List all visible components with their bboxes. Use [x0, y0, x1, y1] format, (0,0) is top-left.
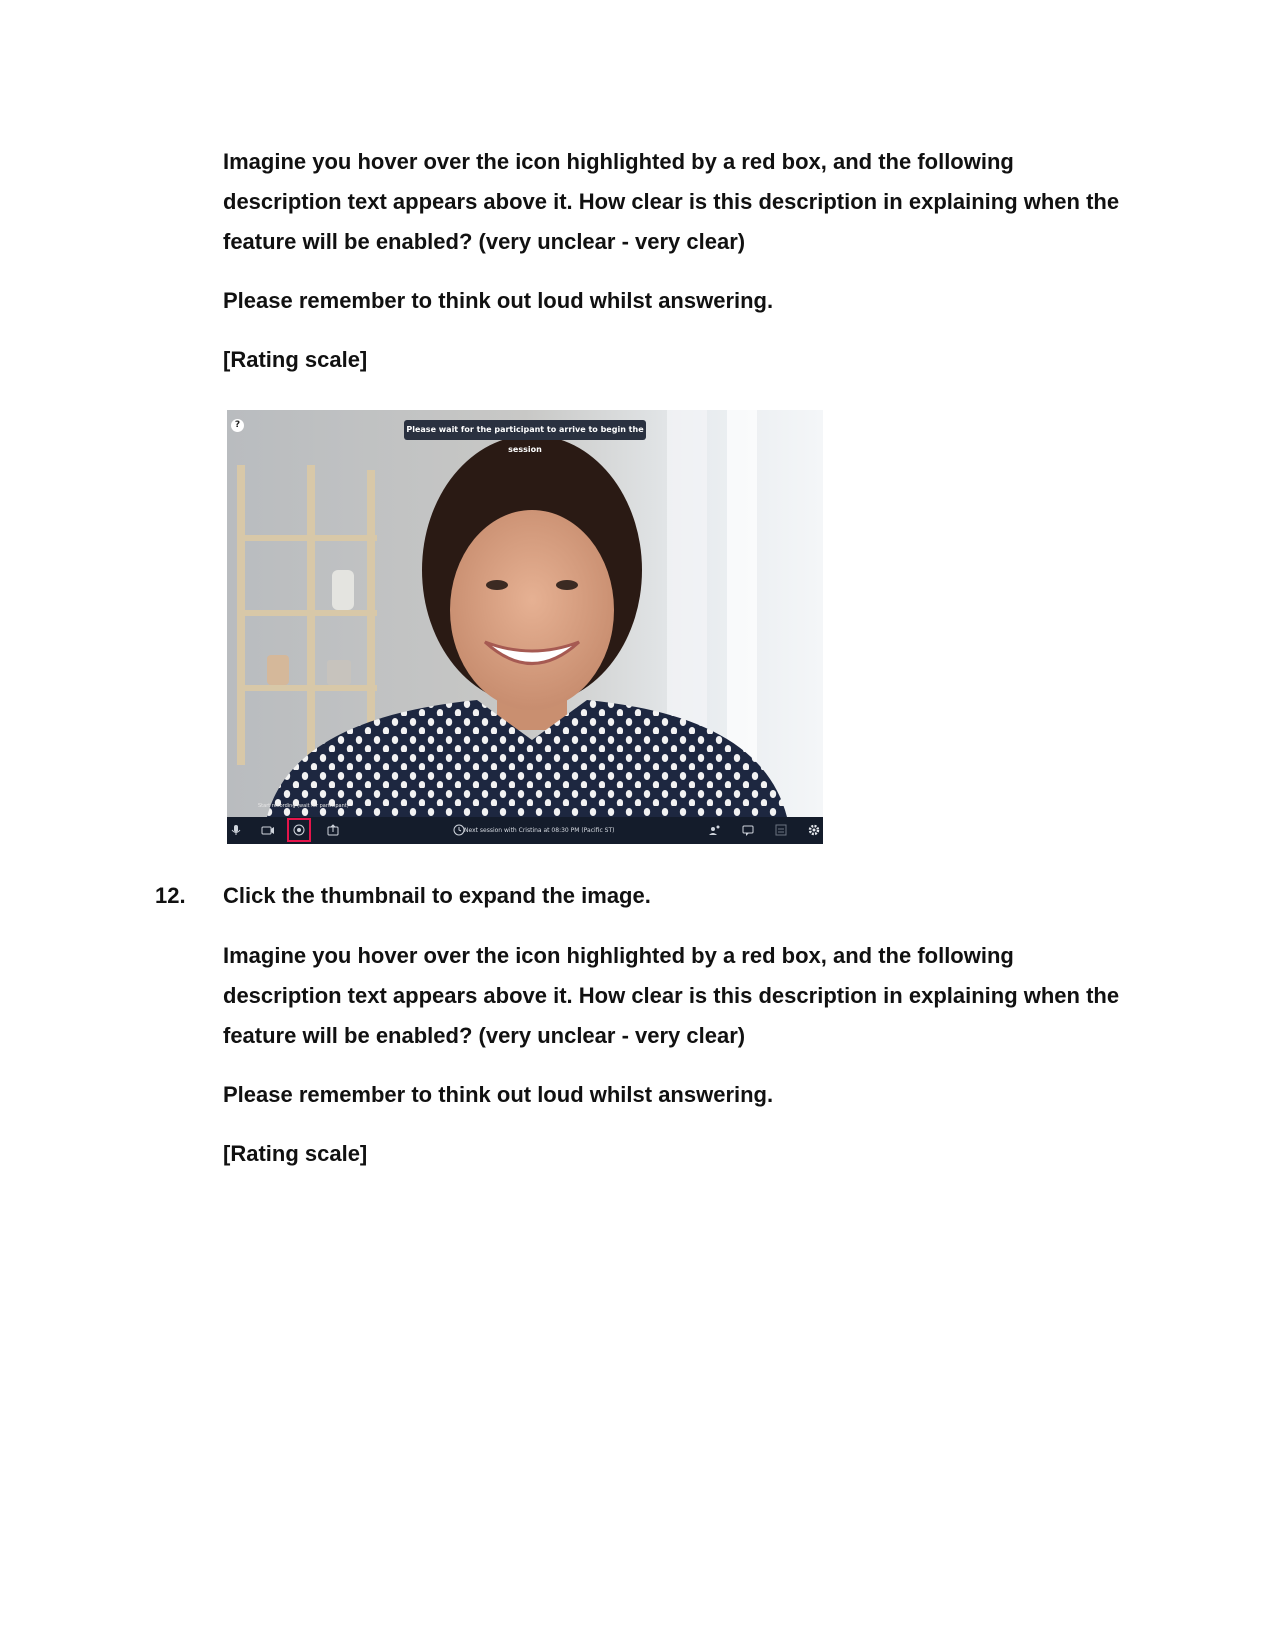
camera-icon[interactable]	[261, 823, 275, 837]
notes-icon[interactable]	[774, 823, 788, 837]
record-highlight-box	[287, 818, 311, 842]
rating-scale-placeholder: [Rating scale]	[223, 1141, 368, 1166]
think-aloud-reminder: Please remember to think out loud whilst answering.	[223, 288, 774, 313]
question-text: Imagine you hover over the icon highlighted by a red box, and the following description text appears above it. How clear is this description in explaining when the feature will be enabled? (very unclear - very clear)	[223, 149, 1120, 254]
thumbnail-instruction: Click the thumbnail to expand the image.	[223, 883, 651, 908]
record-tooltip: Start recording (wait for participant)	[258, 803, 349, 809]
chat-icon[interactable]	[741, 823, 755, 837]
question-text: Imagine you hover over the icon highlighted by a red box, and the following description text appears above it. How clear is this description in explaining when the feature will be enabled? (very unclear - very clear)	[223, 943, 1120, 1048]
rating-scale-placeholder: [Rating scale]	[223, 347, 368, 372]
question-number: 12.	[155, 883, 186, 908]
participants-icon[interactable]	[708, 823, 722, 837]
participant-photo	[227, 410, 823, 817]
clock-icon	[452, 823, 462, 837]
help-icon[interactable]: ?	[231, 419, 244, 432]
think-aloud-reminder: Please remember to think out loud whilst answering.	[223, 1082, 774, 1107]
call-toolbar	[227, 817, 823, 844]
waiting-banner: Please wait for the participant to arrive to begin the session	[404, 420, 646, 440]
next-session-text: Next session with Cristina at 08:30 PM (Pacific ST)	[464, 827, 615, 834]
share-screen-icon[interactable]	[326, 823, 340, 837]
microphone-icon[interactable]	[229, 823, 243, 837]
settings-icon[interactable]	[807, 823, 821, 837]
video-call-screenshot[interactable]	[227, 410, 823, 844]
